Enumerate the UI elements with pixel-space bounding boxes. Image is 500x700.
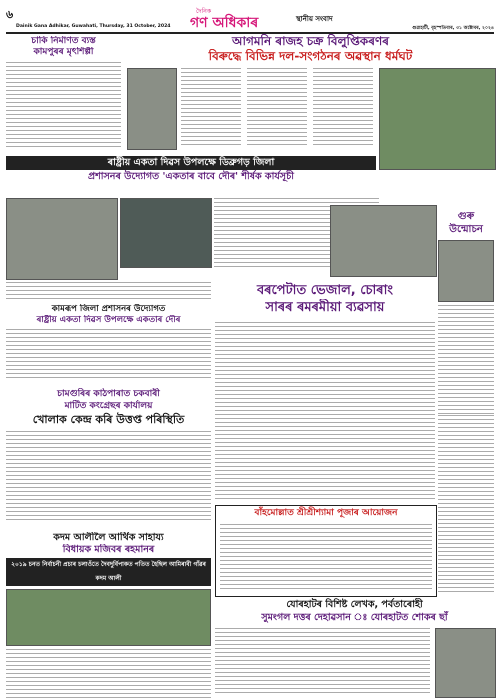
section-label: স্থানীয় সংবাদ <box>296 15 333 23</box>
ekota-rally-photo <box>6 198 118 280</box>
guru-headline-1: গুৰু <box>457 211 475 222</box>
story-sumangal <box>215 598 494 696</box>
barpeta-body <box>215 322 435 502</box>
guru-body <box>438 305 494 415</box>
kali-headline: বাঁহমোল্লাত শ্ৰীশ্ৰীশ্যামা পূজাৰ আয়োজন <box>254 508 398 518</box>
kadam-body <box>6 649 211 699</box>
story-kadam <box>6 532 211 697</box>
guru-book-photo <box>438 240 494 302</box>
barpeta-headline-2: সাৰৰ ৰমৰমীয়া ব্যৱসায় <box>265 300 385 315</box>
chamaguri-headline-3: খোলাক কেন্দ্ৰ কৰি উত্তপ্ত পৰিস্থিতি <box>32 413 185 426</box>
story-chamaguri <box>6 388 211 528</box>
local-date: গুৱাহাটী, বৃহস্পতিবাৰ, ৩১ অক্টোবৰ, ২০২৪ <box>412 26 494 31</box>
masthead <box>6 6 494 34</box>
right-column-body <box>438 415 494 595</box>
barpeta-photo-1 <box>330 205 437 277</box>
aagmani-body-1 <box>181 68 241 148</box>
kamrup-body <box>6 329 211 379</box>
ekota-run-photo <box>120 198 212 268</box>
sumangal-portrait <box>435 628 496 698</box>
chamaguri-headline-2: মাটিত কংগ্ৰেছৰ কাৰ্যালয় <box>64 401 153 411</box>
paper-logo: গণ অধিকাৰ <box>190 15 259 31</box>
story-chaki <box>6 36 121 151</box>
kadam-headline-1: কদম আলীলৈ আৰ্থিক সাহায্য <box>53 532 164 543</box>
aagmani-headline-1: আগমনি ৰাজহ চক্ৰ বিলুপ্তিকৰণৰ <box>232 34 389 48</box>
chamaguri-headline-1: চামগুৰিৰ কাঠপাৰাত চকবাৰী <box>57 389 160 399</box>
chaki-body <box>6 62 121 147</box>
story-guru <box>438 210 494 410</box>
story-kamrup <box>6 304 211 384</box>
sumangal-headline-2: সুমংগল দত্তৰ দেহাৱসান ঃ যোৰহাটত শোকৰ ছাঁ <box>261 612 448 623</box>
kamrup-headline-2: ৰাষ্ট্ৰীয় একতা দিৱস উপলক্ষে একতাৰ দৌৰ <box>36 315 181 325</box>
chaki-headline-1: চাকি নির্মাণত ব্যস্ত <box>31 36 96 46</box>
guru-headline-2: উন্মোচন <box>449 224 483 235</box>
edition-line: Dainik Gana Adhikar, Guwahati, Thursday, 31 October, 2024 <box>16 24 171 29</box>
kadam-headline-2: বিধায়ক মজিবৰ ৰহমানৰ <box>62 544 155 555</box>
kali-body <box>220 524 432 592</box>
chaki-headline-2: কামপুৰৰ মৃৎশিল্পী <box>33 47 94 57</box>
story-kali <box>215 505 437 597</box>
aagmani-photo-left <box>127 68 177 150</box>
kadam-banner: ২০১৯ চনত নিৰ্বাচনী প্ৰচাৰ চলাওঁতে দৈবদুৰ্বিপাকত পতিত হৈছিল আমিৰাবী গাঁৱৰ কদম আলী <box>6 558 211 586</box>
aagmani-protest-photo <box>379 68 496 170</box>
story-aagmani <box>127 34 494 154</box>
ekota-headline-2: প্ৰশাসনৰ উদ্যোগত 'একতাৰ বাবে দৌৰ' শীৰ্ষক কাৰ্যসূচী <box>88 171 294 182</box>
kadam-photo <box>6 589 211 646</box>
story-barpeta <box>215 282 435 318</box>
sumangal-headline-1: যোৰহাটৰ বিশিষ্ট লেখক, পৰ্বতাৰোহী <box>286 599 423 610</box>
page-number: ৬ <box>6 8 14 21</box>
aagmani-body-2 <box>247 68 307 148</box>
story-ekota <box>6 156 376 196</box>
sumangal-body <box>215 628 430 696</box>
kamrup-headline-1: কামৰূপ জিলা প্ৰশাসনৰ উদ্যোগত <box>51 304 166 314</box>
chamaguri-body <box>6 431 211 521</box>
ekota-headline-1: ৰাষ্ট্ৰীয় একতা দিৱস উপলক্ষে ডিব্ৰুগড় জিলা <box>6 156 376 170</box>
ekota-caption <box>6 282 211 302</box>
paper-prefix: দৈনিক <box>196 8 212 15</box>
aagmani-body-3 <box>313 68 373 148</box>
aagmani-headline-2: বিৰুদ্ধে বিভিন্ন দল-সংগঠনৰ অৱস্থান ধর্মঘট <box>208 49 413 63</box>
barpeta-headline-1: বৰপেটাত ভেজাল, চোৰাং <box>257 283 393 298</box>
